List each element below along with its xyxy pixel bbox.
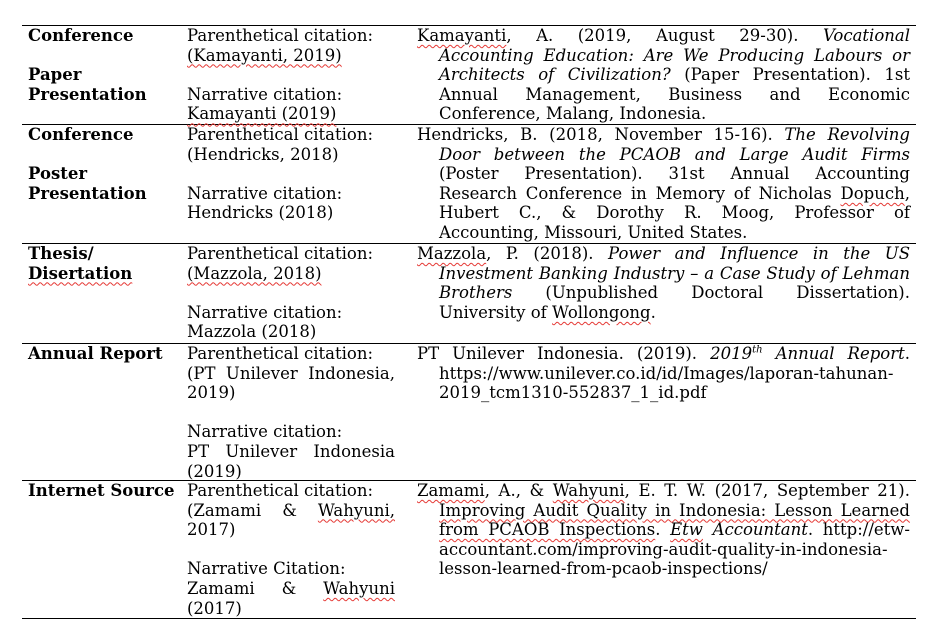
- narrative-value-cont: (2017): [187, 598, 242, 618]
- reference-entry: [417, 481, 916, 579]
- narrative-label: Narrative Citation:: [187, 559, 346, 579]
- ref-text: .: [655, 520, 671, 540]
- parenthetical-label: Parenthetical citation:: [187, 125, 374, 144]
- narrative-label: Narrative citation:: [187, 84, 343, 104]
- ref-text: , Hubert C., & Dorothy R. Moog, Professor of Accounting, Missouri, United States.: [439, 183, 910, 242]
- parenthetical-value: (Hendricks, 2018): [187, 144, 339, 164]
- parenthetical-label: Parenthetical citation:: [187, 481, 374, 500]
- reference-entry: [417, 244, 916, 322]
- ref-title-rest: Annual Report: [762, 344, 905, 363]
- parenthetical-label: Parenthetical citation:: [187, 344, 374, 363]
- reference-cell: [417, 244, 916, 343]
- source-type-cell: [22, 344, 187, 480]
- word: Wahyuni,: [317, 500, 395, 520]
- ref-text: . http://etw-accountant.com/improving-audit-quality-in-indonesia-lesson-learned-from-pcaob-inspections/: [439, 520, 910, 579]
- word: &: [281, 578, 297, 598]
- ref-text: .: [650, 302, 656, 322]
- table-row: [22, 243, 916, 343]
- word: (Zamami: [187, 500, 262, 520]
- ref-author: Zamami: [417, 481, 485, 500]
- narrative-value: Kamayanti (2019): [187, 104, 337, 124]
- table-row: [22, 124, 916, 243]
- reference-cell: [417, 125, 916, 243]
- word: PT: [187, 441, 210, 461]
- ref-title-year: 2019: [710, 344, 753, 363]
- source-type-line: Poster: [28, 164, 88, 184]
- ref-journal: [670, 520, 808, 539]
- source-type-line: Annual Report: [28, 344, 163, 363]
- parenthetical-value-cont: 2017): [187, 520, 236, 540]
- reference-entry: [417, 344, 916, 403]
- table-row: [22, 480, 916, 619]
- source-type-line: Disertation: [28, 263, 133, 283]
- ref-article-title: Improving Audit Quality in Indonesia: Lesson Learned from PCAOB Inspections: [439, 500, 910, 540]
- source-type-line: Thesis/: [28, 244, 94, 263]
- word: Unilever: [225, 363, 298, 383]
- word: Wahyuni: [323, 578, 395, 598]
- source-type-cell: [22, 125, 187, 243]
- narrative-value: [187, 579, 395, 599]
- reference-cell: [417, 26, 916, 124]
- ref-text: , E. T. W. (2017, September 21).: [624, 481, 910, 500]
- source-type-line: Presentation: [28, 84, 147, 104]
- source-type-cell: [22, 244, 187, 343]
- parenthetical-value: [187, 501, 395, 521]
- ref-author: Mazzola: [417, 244, 487, 263]
- word: Indonesia: [313, 441, 395, 461]
- parenthetical-label: Parenthetical citation:: [187, 26, 374, 45]
- source-type-cell: [22, 26, 187, 124]
- word: &: [282, 500, 297, 520]
- ref-text: (Paper Presentation). 1st Annual Management, Business and Economic Conference, Malang, Indonesia.: [439, 65, 910, 124]
- source-type-line: Conference: [28, 26, 134, 45]
- parenthetical-value: [187, 364, 395, 384]
- ref-text: , P. (2018).: [486, 244, 609, 263]
- in-text-citation-cell: [187, 125, 417, 243]
- ref-author: Kamayanti: [417, 26, 507, 45]
- source-type-line: Presentation: [28, 183, 147, 203]
- source-type-cell: [22, 481, 187, 618]
- narrative-label: Narrative citation:: [187, 183, 343, 203]
- narrative-value: Hendricks (2018): [187, 203, 334, 223]
- reference-cell: [417, 481, 916, 618]
- ref-journal-rest: Accountant: [702, 520, 808, 540]
- ref-text: (Unpublished Doctoral Dissertation). University of: [439, 283, 910, 322]
- narrative-value: [187, 442, 395, 462]
- table-row: [22, 25, 916, 124]
- in-text-citation-cell: [187, 481, 417, 618]
- ref-author: Wahyuni: [552, 481, 625, 500]
- parenthetical-value: (Kamayanti, 2019): [187, 45, 342, 65]
- parenthetical-value-cont: 2019): [187, 383, 236, 403]
- ref-title: The Revolving Door between the PCAOB and Large Audit Firms: [439, 125, 910, 164]
- ref-title: [710, 344, 905, 363]
- reference-entry: [417, 125, 916, 243]
- source-type-line: Internet Source: [28, 481, 175, 500]
- citation-table: [22, 25, 916, 619]
- table-row: [22, 343, 916, 480]
- source-type-line: Paper: [28, 65, 82, 85]
- ref-journal-abbr: Etw: [670, 520, 703, 540]
- in-text-citation-cell: [187, 344, 417, 480]
- narrative-value: Mazzola (2018): [187, 322, 317, 342]
- word: (PT: [187, 363, 216, 383]
- ref-title: Power and Influence in the US Investment Banking Industry – a Case Study of Lehman Brothers: [439, 244, 911, 303]
- ref-text: Hendricks, B. (2018, November 15-16).: [417, 125, 785, 144]
- ref-place: Wollongong: [552, 302, 651, 322]
- narrative-value-cont: (2019): [187, 461, 242, 481]
- reference-cell: [417, 344, 916, 480]
- ref-name: Dopuch: [840, 183, 905, 203]
- ref-title: Vocational Accounting Education: Are We Producing Labours or Architects of Civilization?: [439, 26, 910, 85]
- in-text-citation-cell: [187, 26, 417, 124]
- narrative-label: Narrative citation:: [187, 422, 343, 442]
- parenthetical-value: (Mazzola, 2018): [187, 263, 322, 283]
- ref-text: (Poster Presentation). 31st Annual Accounting Research Conference in Memory of Nicholas: [439, 164, 910, 203]
- word: Zamami: [187, 578, 255, 598]
- reference-entry: [417, 26, 916, 124]
- ref-text: , A. (2019, August 29-30).: [506, 26, 823, 45]
- word: Unilever: [225, 441, 298, 461]
- ref-text: . https://www.unilever.co.id/id/Images/laporan-tahunan-2019_tcm1310-552837_1_id.pdf: [439, 344, 910, 403]
- ref-text: PT Unilever Indonesia. (2019).: [417, 344, 711, 363]
- source-type-line: Conference: [28, 125, 134, 144]
- in-text-citation-cell: [187, 244, 417, 343]
- parenthetical-label: Parenthetical citation:: [187, 244, 374, 263]
- ref-text: , A., &: [484, 481, 553, 500]
- narrative-label: Narrative citation:: [187, 302, 343, 322]
- ref-title-sup: th: [752, 344, 763, 356]
- word: Indonesia,: [308, 363, 395, 383]
